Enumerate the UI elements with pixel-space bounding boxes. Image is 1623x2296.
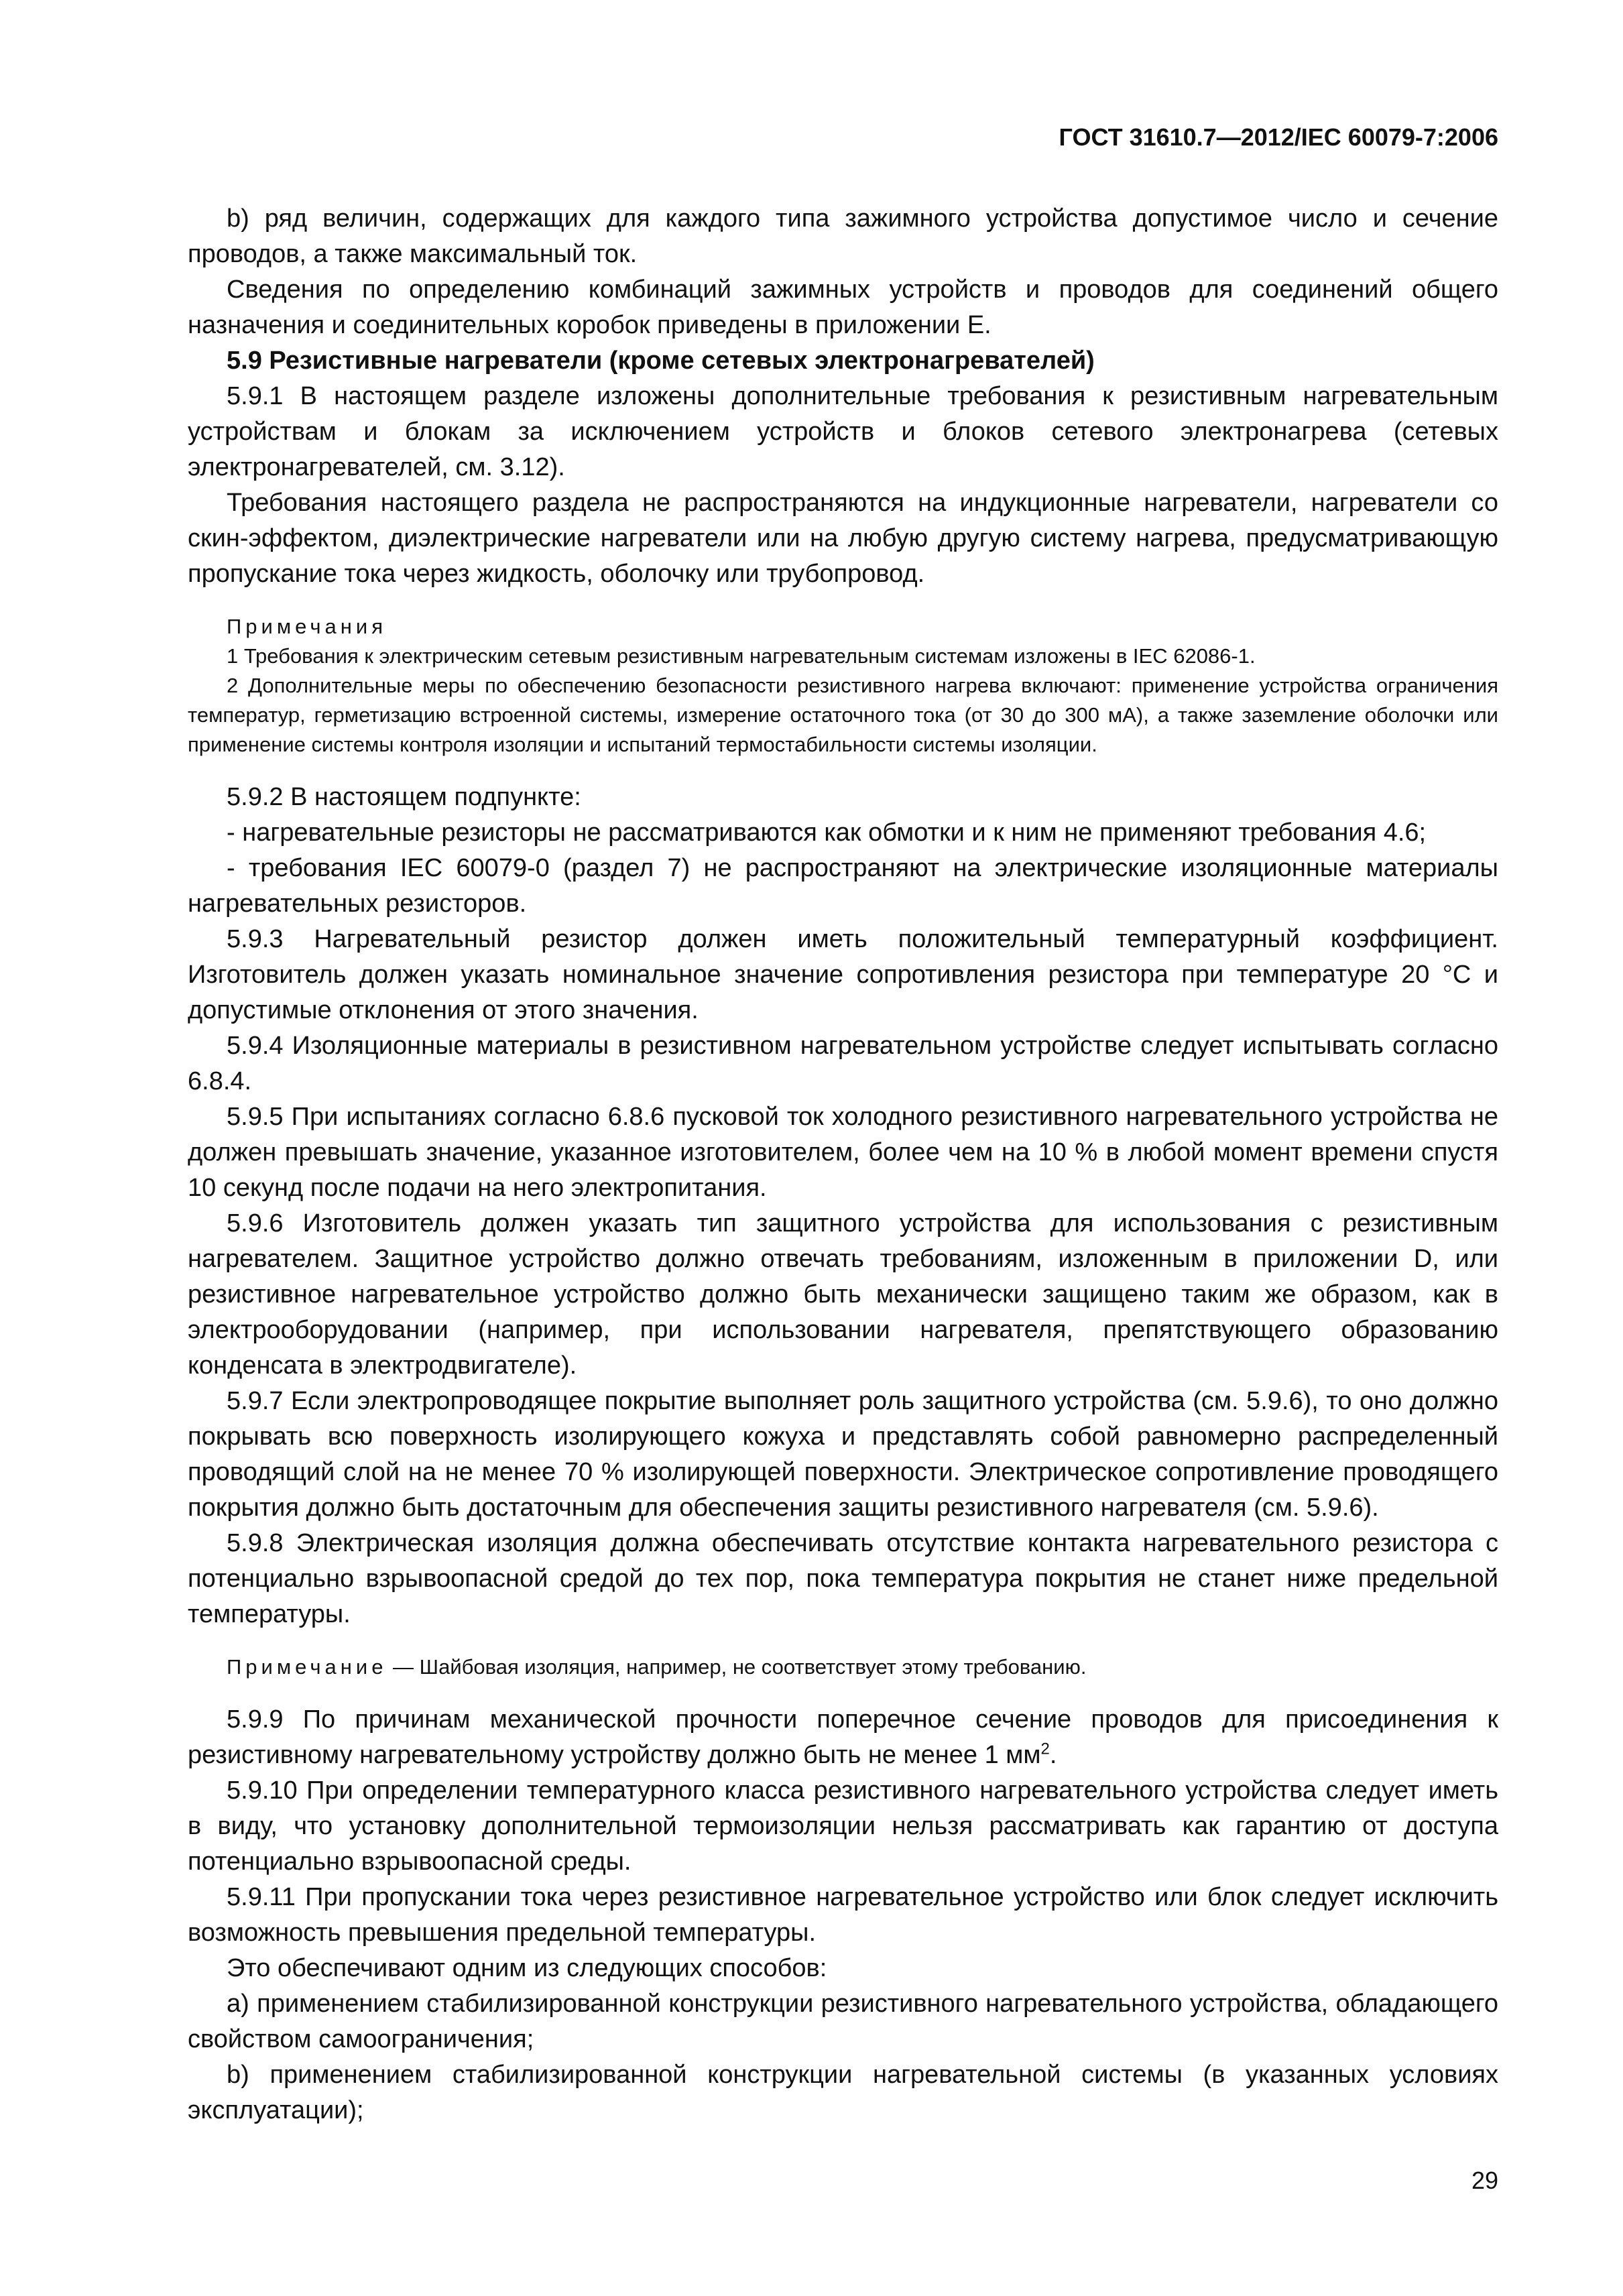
paragraph: 5.9.4 Изоляционные материалы в резистивном нагревательном устройстве следует испытывать согласно 6.8.4.	[188, 1032, 1498, 1095]
list-item: - нагревательные резисторы не рассматриваются как обмотки и к ним не применяют требования 4.6;	[227, 819, 1427, 847]
section-heading: 5.9 Резистивные нагреватели (кроме сетевых электронагревателей)	[227, 347, 1095, 375]
superscript: 2	[1040, 1740, 1050, 1758]
paragraph: Сведения по определению комбинаций зажимных устройств и проводов для соединений общего назначения и соединительных коробок приведены в приложении E.	[188, 276, 1498, 339]
paragraph: 5.9.6 Изготовитель должен указать тип защитного устройства для использования с резистивным нагревателем. Защитное устройство должно отвечать требованиям, изложенным в приложении D, или резистивное нагревательное устройство должно быть механически защищено таким же образом, как в электрооборудовании (например, при использовании нагревателя, препятствующего образованию конденсата в электродвигателе).	[188, 1209, 1498, 1380]
list-item: - требования IEC 60079-0 (раздел 7) не распространяют на электрические изоляционные материалы нагревательных резисторов.	[188, 854, 1498, 918]
note-text: — Шайбовая изоляция, например, не соответствует этому требованию.	[387, 1655, 1087, 1679]
notes-title: Примечания	[227, 615, 387, 638]
document-header: ГОСТ 31610.7—2012/IEC 60079-7:2006	[1059, 123, 1498, 151]
paragraph-end: .	[1049, 1741, 1057, 1769]
paragraph: Требования настоящего раздела не распространяются на индукционные нагреватели, нагреватели со скин-эффектом, диэлектрические нагреватели или на любую другую систему нагрева, предусматривающую пропускание тока через жидкость, оболочку или трубопровод.	[188, 489, 1498, 588]
paragraph: 5.9.2 В настоящем подпункте:	[227, 783, 581, 811]
paragraph: 5.9.7 Если электропроводящее покрытие выполняет роль защитного устройства (см. 5.9.6), то оно должно покрывать всю поверхность изолирующего кожуха и представлять собой равномерно распределенный проводящий слой на не менее 70 % изолирующей поверхности. Электрическое сопротивление проводящего покрытия должно быть достаточным для обеспечения защиты резистивного нагревателя (см. 5.9.6).	[188, 1387, 1498, 1522]
paragraph: 5.9.11 При пропускании тока через резистивное нагревательное устройство или блок следует исключить возможность превышения предельной температуры.	[188, 1883, 1498, 1947]
paragraph: Это обеспечивают одним из следующих способов:	[227, 1954, 827, 1982]
paragraph: 5.9.8 Электрическая изоляция должна обеспечивать отсутствие контакта нагревательного резистора с потенциально взрывоопасной средой до тех пор, пока температура покрытия не станет ниже предельной температуры.	[188, 1529, 1498, 1628]
note-title: Примечание	[227, 1655, 387, 1679]
paragraph: 5.9.1 В настоящем разделе изложены дополнительные требования к резистивным нагревательным устройствам и блокам за исключением устройств и блоков сетевого электронагрева (сетевых электронагревателей, см. 3.12).	[188, 382, 1498, 481]
page-number: 29	[1471, 2167, 1498, 2194]
list-item: b) применением стабилизированной конструкции нагревательной системы (в указанных условиях эксплуатации);	[188, 2061, 1498, 2124]
paragraph	[188, 1702, 1498, 1773]
paragraph: b) ряд величин, содержащих для каждого типа зажимного устройства допустимое число и сечение проводов, а также максимальный ток.	[188, 204, 1498, 268]
note-item: 2 Дополнительные меры по обеспечению безопасности резистивного нагрева включают: применение устройства ограничения температур, герметизацию встроенной системы, измерение остаточного тока (от 30 до 300 мА), а также заземление оболочки или применение системы контроля изоляции и испытаний термостабильности системы изоляции.	[188, 674, 1498, 756]
notes-block	[188, 612, 1498, 760]
document-body	[188, 201, 1498, 2128]
paragraph: 5.9.3 Нагревательный резистор должен иметь положительный температурный коэффициент. Изготовитель должен указать номинальное значение сопротивления резистора при температуре 20 °С и допустимые отклонения от этого значения.	[188, 925, 1498, 1024]
paragraph-text: 5.9.9 По причинам механической прочности поперечное сечение проводов для присоединения к резистивному нагревательному устройству должно быть не менее 1 мм	[188, 1705, 1498, 1769]
note-inline	[188, 1652, 1498, 1682]
paragraph: 5.9.5 При испытаниях согласно 6.8.6 пусковой ток холодного резистивного нагревательного устройства не должен превышать значение, указанное изготовителем, более чем на 10 % в любой момент времени спустя 10 секунд после подачи на него электропитания.	[188, 1103, 1498, 1202]
paragraph: 5.9.10 При определении температурного класса резистивного нагревательного устройства следует иметь в виду, что установку дополнительной термоизоляции нельзя рассматривать как гарантию от доступа потенциально взрывоопасной среды.	[188, 1776, 1498, 1876]
note-item: 1 Требования к электрическим сетевым резистивным нагревательным системам изложены в IEC 62086-1.	[227, 644, 1256, 668]
list-item: a) применением стабилизированной конструкции резистивного нагревательного устройства, обладающего свойством самоограничения;	[188, 1990, 1498, 2053]
